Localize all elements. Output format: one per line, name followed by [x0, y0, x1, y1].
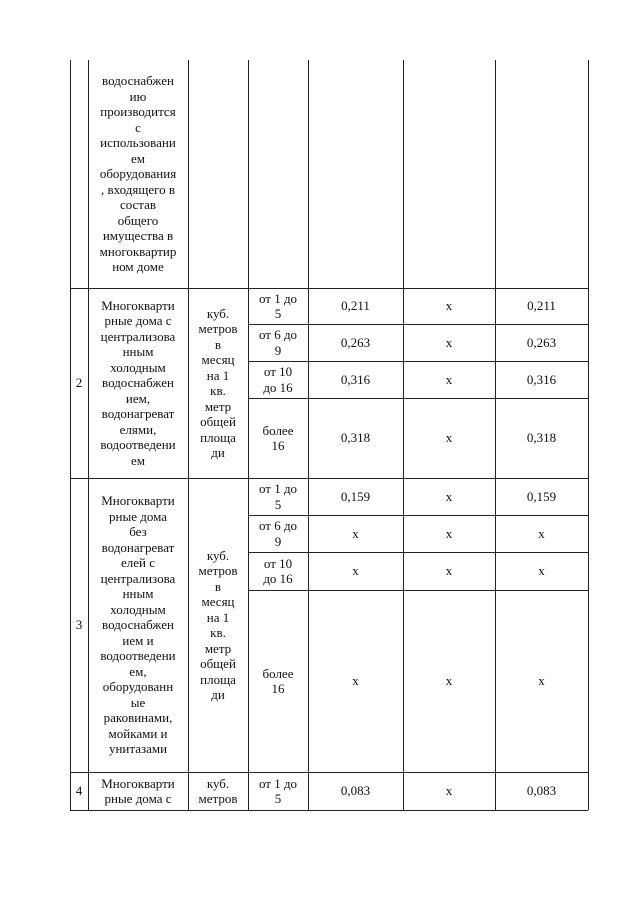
table-border	[70, 60, 71, 288]
floors-cell-text: от 10	[263, 364, 293, 379]
floors-cell-text: от 6 до	[258, 327, 298, 342]
description-cell-text: водоотведени	[100, 437, 176, 453]
value-cell-text: 0,263	[340, 334, 371, 350]
description-cell-text: водонагреват	[101, 539, 175, 555]
value-cell-text: x	[445, 673, 453, 689]
table-border	[403, 288, 404, 478]
table-border	[248, 324, 588, 325]
description-cell-text: рные дома	[109, 508, 167, 524]
table-border	[248, 60, 249, 288]
description-cell	[88, 60, 188, 288]
unit-cell-text: площа	[200, 429, 236, 445]
table-border	[403, 772, 404, 810]
value-cell	[495, 324, 588, 361]
value-cell-text: x	[445, 525, 453, 541]
unit-cell-text: метр	[204, 640, 232, 656]
description-cell-text: использовани	[100, 135, 176, 151]
unit-cell	[188, 478, 248, 772]
value-cell-text: 0,318	[526, 430, 557, 446]
value-cell	[308, 552, 403, 590]
value-cell	[495, 398, 588, 478]
value-cell-text: x	[445, 488, 453, 504]
value-cell	[403, 324, 495, 361]
unit-cell-text: куб.	[206, 305, 230, 321]
value-cell	[308, 515, 403, 552]
value-cell	[403, 515, 495, 552]
table-border	[248, 772, 249, 810]
description-cell-text: холодным	[110, 359, 166, 375]
value-cell-text: 0,211	[341, 298, 370, 314]
unit-cell	[188, 288, 248, 478]
description-cell	[88, 478, 188, 772]
value-cell	[403, 361, 495, 398]
table-border	[495, 478, 496, 772]
table-border	[70, 478, 71, 772]
value-cell-text: 0,159	[526, 488, 557, 504]
table-border	[403, 60, 404, 288]
row-number-cell	[70, 288, 88, 478]
unit-cell-text: кв.	[210, 383, 226, 398]
value-cell	[495, 288, 588, 324]
value-cell	[403, 478, 495, 515]
value-cell-text: x	[352, 673, 359, 689]
description-cell-text: ием и	[122, 632, 154, 648]
table-border	[588, 60, 589, 288]
table-border	[188, 478, 189, 772]
unit-cell-text: метров	[198, 563, 238, 578]
unit-cell-text: на 1	[206, 367, 230, 383]
table-border	[248, 288, 249, 478]
value-cell	[495, 772, 588, 810]
description-cell-text: Многокварти	[101, 297, 175, 313]
value-cell	[308, 324, 403, 361]
table-border	[403, 478, 404, 772]
unit-cell-text: месяц	[201, 352, 235, 367]
value-cell	[308, 478, 403, 515]
description-cell-text: ем	[131, 452, 145, 468]
value-cell-text: x	[445, 430, 453, 446]
floors-cell-text: 9	[274, 342, 282, 358]
value-cell-text: x	[352, 525, 359, 541]
floors-cell-text: 5	[274, 496, 282, 512]
value-cell-text: x	[445, 334, 453, 350]
description-cell-text: имущества в	[102, 228, 174, 244]
floors-cell-text: 9	[274, 533, 282, 549]
value-cell	[403, 772, 495, 810]
floors-cell-text: от 1 до	[258, 775, 298, 791]
floors-cell-text: 5	[274, 791, 282, 806]
table-border	[70, 810, 588, 811]
floors-cell	[248, 515, 308, 552]
table-border	[88, 478, 89, 772]
description-cell-text: с	[135, 119, 141, 135]
unit-cell-text: общей	[200, 414, 236, 429]
table-border	[588, 772, 589, 810]
value-cell-text: 0,316	[526, 371, 557, 387]
unit-cell-text: на 1	[206, 609, 230, 625]
unit-cell-text: ди	[211, 445, 225, 460]
unit-cell-text: куб.	[206, 775, 230, 791]
description-cell-text: водоотведени	[100, 648, 176, 664]
table-border	[70, 288, 71, 478]
unit-cell	[188, 772, 248, 810]
table-border	[188, 288, 189, 478]
description-cell	[88, 288, 188, 478]
floors-cell	[248, 398, 308, 478]
floors-cell-text: от 1 до	[258, 290, 298, 306]
value-cell	[308, 288, 403, 324]
description-cell-text: ием,	[125, 390, 151, 406]
floors-cell-text: 16	[271, 681, 285, 696]
floors-cell	[248, 772, 308, 810]
floors-cell-text: до 16	[263, 379, 293, 395]
value-cell	[403, 288, 495, 324]
value-cell-text: 0,159	[340, 488, 371, 504]
description-cell-text: централизова	[100, 570, 176, 586]
description-cell-text: елями,	[119, 421, 157, 437]
table-border	[188, 772, 189, 810]
value-cell	[495, 478, 588, 515]
table-border	[188, 60, 189, 288]
description-cell-text: Многокварти	[101, 775, 175, 791]
unit-cell-text: в	[214, 578, 222, 594]
floors-cell	[248, 324, 308, 361]
row-number-cell-text: 3	[75, 617, 83, 633]
table-border	[248, 552, 588, 553]
floors-cell-text: от 6 до	[258, 518, 298, 533]
value-cell	[495, 361, 588, 398]
table-border	[248, 478, 249, 772]
floors-cell-text: до 16	[263, 571, 293, 586]
unit-cell-text: ди	[211, 687, 225, 702]
description-cell-text: оборудованн	[102, 679, 174, 695]
description-cell-text: производится	[100, 104, 176, 120]
table-border	[308, 288, 309, 478]
description-cell-text: мойками и	[108, 725, 168, 741]
unit-cell-text: общей	[200, 656, 236, 671]
value-cell-text: x	[445, 783, 453, 799]
value-cell	[403, 398, 495, 478]
table-border	[495, 288, 496, 478]
unit-cell-text: месяц	[201, 594, 235, 609]
value-cell	[308, 590, 403, 772]
unit-cell-text: куб.	[206, 547, 230, 563]
value-cell	[308, 772, 403, 810]
description-cell-text: ые	[130, 694, 146, 710]
row-number-cell-text: 4	[75, 783, 83, 799]
description-cell-text: ном доме	[112, 259, 164, 275]
value-cell	[308, 398, 403, 478]
description-cell-text: состав	[119, 197, 157, 213]
description-cell-text: водонагреват	[101, 406, 175, 422]
table-border	[248, 590, 588, 591]
description-cell-text: унитазами	[108, 741, 168, 757]
description-cell-text: холодным	[110, 601, 166, 617]
value-cell-text: 0,083	[340, 783, 371, 799]
value-cell-text: x	[538, 673, 545, 689]
floors-cell-text: 5	[274, 306, 282, 321]
table-border	[88, 772, 89, 810]
description-cell-text: ем	[131, 150, 145, 166]
value-cell-text: 0,083	[526, 783, 557, 799]
value-cell-text: x	[538, 563, 545, 579]
table-border	[70, 288, 588, 289]
description-cell-text: общего	[117, 212, 159, 228]
row-number-cell-text: 2	[75, 375, 83, 391]
table-border	[248, 515, 588, 516]
table-border	[70, 772, 71, 810]
unit-cell-text: метр	[204, 398, 232, 414]
table-border	[88, 288, 89, 478]
value-cell	[495, 552, 588, 590]
value-cell-text: x	[538, 525, 545, 541]
table-border	[495, 60, 496, 288]
value-cell	[403, 590, 495, 772]
description-cell-text: рные дома с	[104, 791, 172, 806]
description-cell-text: нным	[122, 586, 154, 602]
table-border	[308, 478, 309, 772]
value-cell-text: 0,211	[527, 298, 556, 314]
table-border	[308, 772, 309, 810]
value-cell	[308, 361, 403, 398]
table-border	[308, 60, 309, 288]
table-border	[588, 288, 589, 478]
value-cell	[403, 552, 495, 590]
floors-cell-text: более	[262, 665, 294, 681]
description-cell	[88, 772, 188, 810]
value-cell-text: 0,316	[340, 371, 371, 387]
floors-cell-text: от 10	[263, 555, 293, 571]
table-border	[70, 772, 588, 773]
row-number-cell	[70, 772, 88, 810]
description-cell-text: водоснабжен	[102, 73, 174, 89]
floors-cell	[248, 590, 308, 772]
value-cell-text: x	[445, 563, 453, 579]
description-cell-text: водоснабжен	[102, 375, 174, 391]
floors-cell	[248, 552, 308, 590]
value-cell-text: x	[445, 298, 453, 314]
value-cell-text: x	[352, 563, 359, 579]
floors-cell	[248, 478, 308, 515]
value-cell-text: x	[445, 371, 453, 387]
description-cell-text: рные дома с	[104, 313, 172, 329]
unit-cell-text: площа	[200, 671, 236, 687]
description-cell-text: многоквартир	[99, 243, 177, 259]
value-cell-text: 0,263	[526, 334, 557, 350]
unit-cell-text: кв.	[210, 625, 226, 640]
description-cell-text: нным	[122, 344, 154, 360]
floors-cell-text: более	[262, 422, 294, 438]
floors-cell-text: от 1 до	[258, 481, 298, 496]
description-cell-text: Многокварти	[101, 493, 175, 509]
description-cell-text: централизова	[100, 328, 176, 344]
table-border	[588, 478, 589, 772]
unit-cell-text: метров	[198, 791, 238, 806]
unit-cell-text: в	[214, 336, 222, 352]
unit-cell-text: метров	[198, 321, 238, 336]
value-cell-text: 0,318	[340, 430, 371, 446]
row-number-cell	[70, 478, 88, 772]
value-cell	[495, 515, 588, 552]
description-cell-text: елей с	[120, 555, 155, 571]
description-cell-text: раковинами,	[103, 710, 173, 726]
table-border	[88, 60, 89, 288]
floors-cell	[248, 288, 308, 324]
description-cell-text: водоснабжен	[102, 617, 174, 633]
description-cell-text: оборудования	[99, 166, 177, 182]
table-border	[70, 478, 588, 479]
description-cell-text: без	[129, 524, 147, 540]
floors-cell	[248, 361, 308, 398]
table-border	[495, 772, 496, 810]
value-cell	[495, 590, 588, 772]
table-border	[248, 361, 588, 362]
description-cell-text: , входящего в	[100, 181, 176, 197]
description-cell-text: ем,	[129, 663, 147, 679]
floors-cell-text: 16	[271, 438, 285, 453]
table-border	[248, 398, 588, 399]
description-cell-text: ию	[129, 88, 147, 104]
